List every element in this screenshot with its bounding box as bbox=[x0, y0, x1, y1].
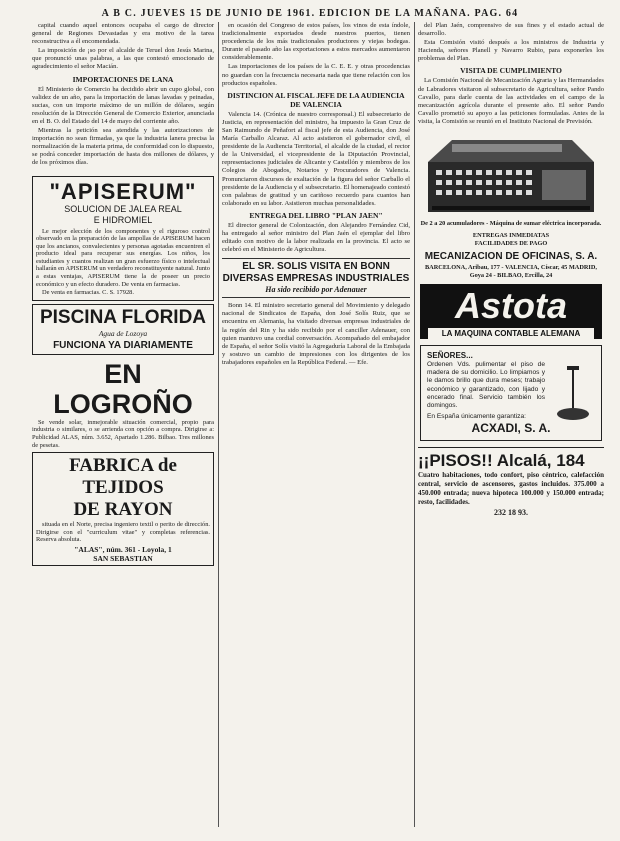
article-paragraph: El director general de Colonización, don Alejandro Fernández Cid, ha entregado al señor ministro del Plan Jaén el ejemplar del libro editado con motivo de la labor realizada en la provincia. El acto se celebró en el Ministerio de Agricultura. bbox=[222, 221, 410, 254]
article-paragraph: Esta Comisión visitó después a los ministros de Industria y Hacienda, señores Planell y Navarro Rubio, para exponerles los problemas del Plan. bbox=[418, 39, 604, 63]
machine-ad bbox=[418, 132, 604, 280]
article-paragraph: Mientras la petición sea atendida y las autorizaciones de importación no sean firmadas, ya que la industria lanera precisa la normalización de la materia prima, de conformidad con lo dispuesto, se podrá conceder importación de hasta dos millones de dólares, y de los próximos días. bbox=[32, 127, 214, 167]
ad-subtitle: En España únicamente garantiza: bbox=[427, 413, 526, 421]
article-paragraph: Valencia 14. (Crónica de nuestro corresponsal.) El subsecretario de Justicia, en representación del ministro, ha impuesto la Gran Cruz de San Raimundo de Peñafort al fiscal jefe de esta Audiencia, don José María Carballo Alcaraz. Al acto asistieron el gobernador civil, el presidente de la Audiencia Territorial, el alcalde de la ciudad, el rector de la Universidad, el vicepresidente de la Diputación Provincial, representaciones judiciales de Alicante y Castellón y miembros de los Colegios de Abogados, Notarios y Procuradores de Valencia. Pronunciaron discursos de exaltación de la figura del señor Carballo el presidente de la Audiencia y el subsecretario. El homenajeado contestó con palabras de gratitud y un cariñoso recuerdo para cuantos han colaborado en su labor. Asistieron muchas personalidades. bbox=[222, 110, 410, 207]
ad-title: "APISERUM" bbox=[49, 178, 197, 204]
ad-body: Ordenen Vds. pulimentar el piso de madera de su domicilio. Lo limpiamos y le damos brillo que dura meses; trabajo económico y garantizado, con lijado y encerado final. Servicio también los domingos. bbox=[427, 361, 545, 410]
column-left bbox=[32, 22, 214, 827]
section-heading: DISTINCION AL FISCAL JEFE DE LA AUDIENCIA DE VALENCIA bbox=[227, 90, 405, 109]
article-paragraph: El Ministerio de Comercio ha decidido abrir un cupo global, con validez de un año, para la importación de lanas lavadas y peinadas, sucias, con un importe máximo de un millón de dólares, según resolución de la Dirección General de Comercio Exterior, anunciada en el B. O. del Estado del 14 de mayo del corriente año. bbox=[32, 85, 214, 125]
headline-block bbox=[222, 258, 410, 298]
adding-machine-icon bbox=[422, 132, 600, 218]
ad-registration: De venta en farmacias. C. S. 17928. bbox=[42, 289, 134, 297]
headline: EL SR. SOLIS VISITA EN BONN DIVERSAS EMPRESAS INDUSTRIALES bbox=[222, 261, 410, 285]
ad-title: ¡¡PISOS!! Alcalá, 184 bbox=[418, 451, 585, 471]
ad-company: MECANIZACION DE OFICINAS, S. A. bbox=[424, 251, 598, 263]
ad-title: SEÑORES... bbox=[427, 351, 473, 361]
logrono-ad bbox=[32, 359, 214, 449]
article-paragraph: La Comisión Nacional de Mecanización Agraria y las Hermandades de Labradores visitaron al subsecretario de Agricultura, señor Pando Cavallo, para darle cuenta de las actividades en el campo de la mecanización agrícola durante el presente año. El señor Pando Cavallo prometió su apoyo a las peticiones formuladas. Antes de la visita, la Comisión se reunió en el Instituto Nacional de Previsión. bbox=[418, 77, 604, 125]
article-paragraph: del Plan Jaén, comprensivo de sus fines y el estado actual de desarrollo. bbox=[418, 22, 604, 38]
ad-addresses: BARCELONA, Aribau, 177 - VALENCIA, Císcar, 45 MADRID, Goya 24 - BILBAO, Ercilla, 24 bbox=[424, 264, 597, 280]
ad-subtitle: Agua de Lozoya bbox=[98, 328, 148, 338]
rayon-ad bbox=[32, 452, 214, 566]
pisos-ad bbox=[418, 447, 604, 517]
article-paragraph: La imposición de ¡so por el alcalde de Teruel don Jesús Marina, que pronunció unas palabras, a las que contestó emocionado de agradecimiento el señor Macián. bbox=[32, 47, 214, 71]
article-paragraph: capital cuando aquel entonces ocupaba el cargo de director general de Regiones Devastadas y era motivo de la tarea reconstructiva a él encomendada. bbox=[32, 22, 214, 46]
column-rule bbox=[414, 22, 415, 827]
calculator-illustration bbox=[422, 132, 600, 218]
ad-notice: FUNCIONA YA DIARIAMENTE bbox=[53, 339, 193, 351]
ad-city: SAN SEBASTIAN bbox=[93, 554, 153, 563]
ad-payment: FACILIDADES DE PAGO bbox=[474, 240, 548, 248]
floor-polisher-icon bbox=[553, 364, 593, 424]
article-paragraph: Bonn 14. El ministro secretario general del Movimiento y delegado nacional de Sindicatos de España, don José Solís Ruiz, que se encuentra en Alemania, ha visitado diversas empresas industriales de la región del Rin y ha sido recibido por el canciller Adenauer, con quien mantuvo una cordial conversación. Acompañado del embajador de España, el señor Solís visitó la Agregaduría Laboral de la Embajada y sostuvo un cambio de impresiones con los dirigentes de los trabajadores españoles en la República Federal. — Efe. bbox=[222, 302, 410, 366]
ad-title: DE RAYON bbox=[73, 499, 173, 521]
ad-title: FABRICA de TEJIDOS bbox=[69, 455, 177, 499]
piscina-ad bbox=[32, 304, 214, 355]
ad-subtitle: E HIDROMIEL bbox=[93, 214, 153, 225]
apiserum-ad bbox=[32, 176, 214, 301]
acxadi-ad bbox=[420, 345, 602, 441]
ad-caption: De 2 a 20 acumuladores - Máquina de sumar eléctrica incorporada. bbox=[420, 220, 602, 228]
ad-company: ACXADI, S. A. bbox=[471, 421, 551, 436]
section-heading: ENTREGA DEL LIBRO "PLAN JAEN" bbox=[249, 210, 383, 220]
article-paragraph: Las importaciones de los países de la C. E. E. y otras procedencias no guardan con la frecuencia necesaria nada que tiene relación con los productos españoles. bbox=[222, 63, 410, 87]
column-right bbox=[418, 22, 604, 827]
page-header: A B C. JUEVES 15 DE JUNIO DE 1961. EDICION DE LA MAÑANA. PAG. 64 bbox=[101, 8, 519, 19]
section-heading: VISITA DE CUMPLIMIENTO bbox=[460, 66, 562, 76]
column-middle bbox=[222, 22, 410, 827]
section-heading: IMPORTACIONES DE LANA bbox=[72, 74, 174, 84]
subheadline: Ha sido recibido por Adenauer bbox=[265, 285, 367, 295]
brand-logo: Astota bbox=[454, 285, 567, 327]
ad-body: situada en el Norte, precisa ingeniero textil o perito de dirección. Dirigirse con el "curriculum vitae" y completas referencias. Reserva absoluta. bbox=[36, 521, 210, 544]
ad-body: Le mejor elección de los componentes y el riguroso control observado en la preparación de las ampollas de APISERUM hacen que los ancianos, convalecientes y personas agotadas encuentren el producto ideal para recuperar sus energías. Los niños, los estudiantes y cuantos realizan un gran esfuerzo físico o intelectual hallarán en APISERUM un verdadero reconstituyente natural. Junto a estas ventajas, APISERUM tiene la de poseer un precio económico y un efecto duradero. De venta en farmacias. bbox=[36, 227, 210, 288]
ad-phone: 232 18 93. bbox=[494, 507, 528, 517]
ad-title: EN LOGROÑO bbox=[53, 358, 193, 419]
article-paragraph: en ocasión del Congreso de estos países, los vinos de esta índole, tradicionalmente exportados desde nuestros puertos, tienen procedencia de los más tradicionales productores y viejas bodegas. Durante el pasado año las exportaciones a estos mercados aumentaron considerablemente. bbox=[222, 22, 410, 62]
astota-ad bbox=[420, 284, 602, 339]
ad-body: Cuatro habitaciones, todo confort, piso céntrico, calefacción central, servicio de ascensores, gastos incluidos. 375.000 a 450.000 entrada; nueva hipoteca 100.000 y 150.000 entrada; resto, facilidades. bbox=[418, 471, 604, 506]
ad-tagline: LA MAQUINA CONTABLE ALEMANA bbox=[428, 328, 594, 339]
column-rule bbox=[218, 22, 219, 827]
ad-delivery: ENTREGAS INMEDIATAS bbox=[472, 232, 550, 240]
ad-title: PISCINA FLORIDA bbox=[39, 306, 207, 328]
ad-address: "ALAS", núm. 361 - Loyola, 1 bbox=[74, 545, 172, 554]
ad-body: Se vende solar, inmejorable situación comercial, propio para industria o similares, o se arrienda con opción a compra. Dirigirse a: Publicidad ALAS, núm. 3.652, Apartado 1.286. Bilbao. Tres millones de pesetas. bbox=[32, 418, 214, 449]
ad-subtitle: SOLUCION DE JALEA REAL bbox=[64, 203, 182, 214]
